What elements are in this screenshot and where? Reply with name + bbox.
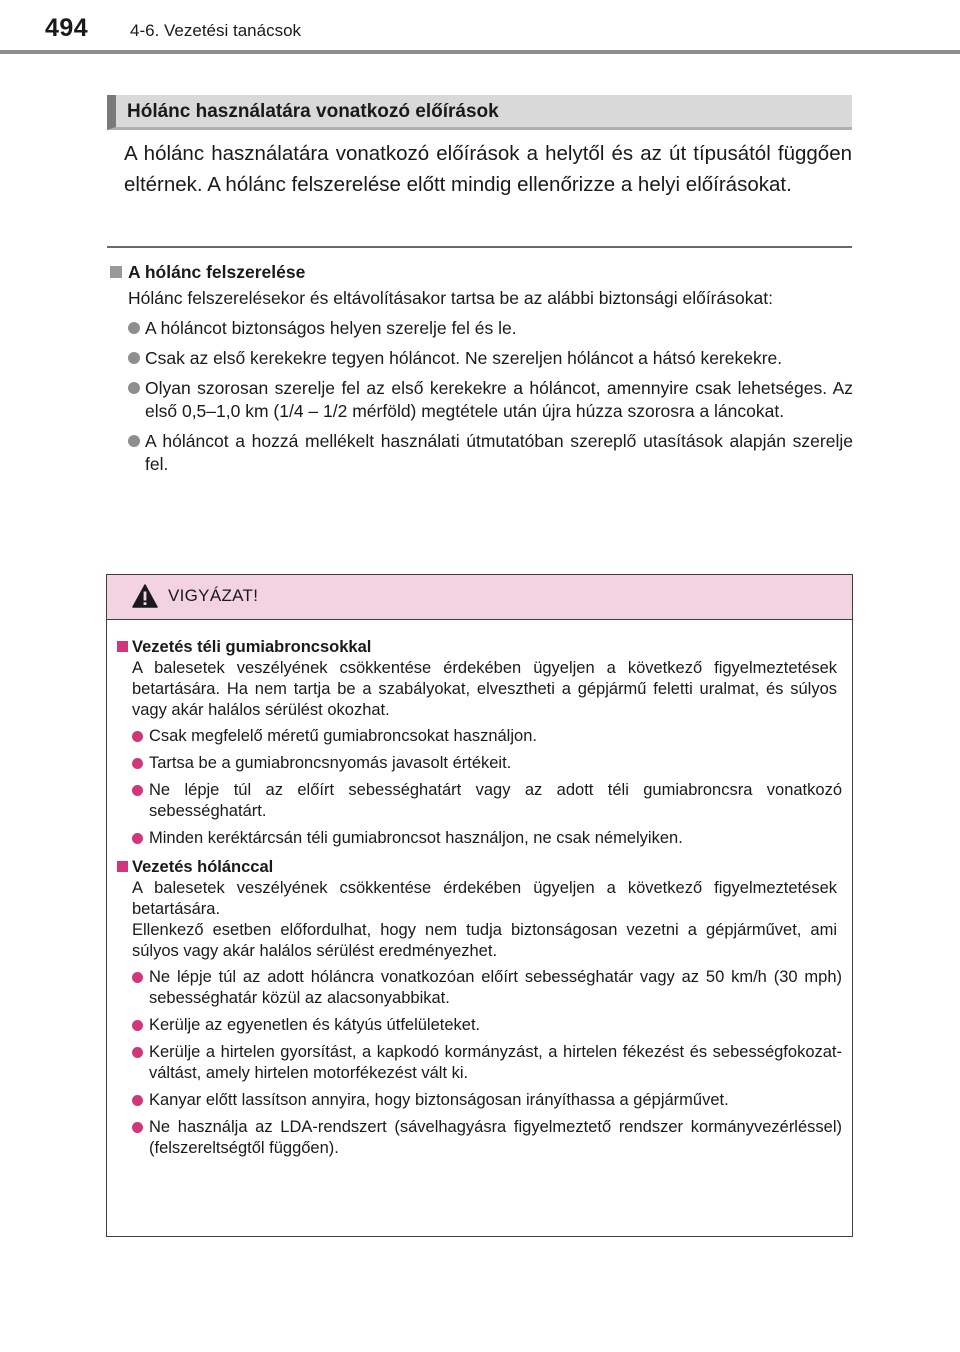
install-heading <box>110 261 855 283</box>
install-heading-text: A hólánc felszerelése <box>128 262 306 282</box>
section-divider <box>107 246 852 248</box>
list-item <box>132 967 842 1009</box>
list-item <box>128 430 853 476</box>
list-item-text: Csak az első kerekekre tegyen hóláncot. Ne szereljen hóláncot a hátsó kerekekre. <box>145 348 783 368</box>
list-item-text: Ne lépje túl az előírt sebességhatárt vagy az adott téli gumiabroncsra vonatkozó sebességhatárt. <box>149 781 842 820</box>
round-bullet-icon <box>132 1020 143 1031</box>
square-bullet-icon <box>110 266 122 278</box>
warning-triangle-icon <box>132 584 158 608</box>
header-rule <box>0 50 960 54</box>
install-bullet-list <box>128 317 853 476</box>
list-item-text: Ne használja az LDA-rendszert (sávelhagyásra figyelmeztető rendszer kormányvezérléssel) (felszereltségtől függően). <box>149 1118 842 1157</box>
list-item-text: Tartsa be a gumiabroncsnyomás javasolt értékeit. <box>149 754 512 772</box>
round-bullet-icon <box>132 1122 143 1133</box>
install-paragraph: Hólánc felszerelésekor és eltávolításakor tartsa be az alábbi biztonsági előírásokat: <box>128 288 773 308</box>
winter-tires-heading-text: Vezetés téli gumiabroncsokkal <box>132 638 372 656</box>
list-item <box>128 317 853 340</box>
winter-tires-paragraph: A balesetek veszélyének csökkentése érdekében ügyeljen a következő figyelmeztetések betartására. Ha nem tartja be a szabályokat, elvesztheti a gépjármű feletti uralmat, és súlyos vagy akár halálos sérülést okozhat. <box>132 659 837 719</box>
snow-chains-heading <box>117 857 840 878</box>
round-bullet-icon <box>132 1047 143 1058</box>
list-item-text: Kerülje a hirtelen gyorsítást, a kapkodó kormányzást, a hirtelen fékezést és sebességfokozat-váltást, amely hirtelen motorfékezést vált ki. <box>149 1043 842 1082</box>
list-item-text: Minden keréktárcsán téli gumiabroncsot használjon, ne csak némelyiken. <box>149 829 683 847</box>
list-item-text: A hóláncot a hozzá mellékelt használati útmutatóban szereplő utasítások alapján szerelje fel. <box>145 431 853 474</box>
warning-title: VIGYÁZAT! <box>168 586 259 605</box>
list-item-text: A hóláncot biztonságos helyen szerelje fel és le. <box>145 318 517 338</box>
round-bullet-icon <box>132 833 143 844</box>
list-item <box>128 347 853 370</box>
list-item <box>132 1090 842 1111</box>
round-bullet-icon <box>132 972 143 983</box>
list-item <box>132 1117 842 1159</box>
list-item <box>132 753 842 774</box>
square-bullet-icon <box>117 861 128 872</box>
round-bullet-icon <box>132 731 143 742</box>
round-bullet-icon <box>128 435 140 447</box>
winter-tires-bullet-list <box>132 726 842 849</box>
round-bullet-icon <box>132 1095 143 1106</box>
page-number: 494 <box>45 14 89 42</box>
list-item-text: Kanyar előtt lassítson annyira, hogy biztonságosan irányíthassa a gépjárművet. <box>149 1091 729 1109</box>
list-item <box>132 1015 842 1036</box>
snow-chains-paragraph-2: Ellenkező esetben előfordulhat, hogy nem tudja biztonságosan vezetni a gépjárművet, ami súlyos vagy akár halálos sérülést eredményezhet. <box>132 921 837 960</box>
list-item <box>132 780 842 822</box>
round-bullet-icon <box>132 785 143 796</box>
list-item-text: Kerülje az egyenetlen és kátyús útfelületeket. <box>149 1016 481 1034</box>
snow-chains-paragraph-1: A balesetek veszélyének csökkentése érdekében ügyeljen a következő figyelmeztetések betartására. <box>132 879 837 918</box>
warning-body <box>107 620 852 1159</box>
round-bullet-icon <box>128 352 140 364</box>
snow-chains-bullet-list <box>132 967 842 1159</box>
square-bullet-icon <box>117 641 128 652</box>
list-item <box>132 1042 842 1084</box>
list-item-text: Olyan szorosan szerelje fel az első kerekekre a hóláncot, amennyire csak lehetséges. Az első 0,5–1,0 km (1/4 – 1/2 mérföld) megtétele után újra húzza szorosra a láncokat. <box>145 378 853 421</box>
list-item <box>132 726 842 747</box>
section-heading: Hólánc használatára vonatkozó előírások <box>107 95 852 130</box>
intro-paragraph: A hólánc használatára vonatkozó előírások a helytől és az út típusától függően eltérnek. A hólánc felszerelése előtt mindig ellenőrizze a helyi előírásokat. <box>124 142 852 196</box>
install-subsection <box>110 261 855 483</box>
winter-tires-heading <box>117 637 840 658</box>
round-bullet-icon <box>128 322 140 334</box>
list-item <box>132 828 842 849</box>
list-item-text: Ne lépje túl az adott hóláncra vonatkozóan előírt sebességhatár vagy az 50 km/h (30 mph) sebességhatár közül az alacsonyabbikat. <box>149 968 842 1007</box>
round-bullet-icon <box>132 758 143 769</box>
list-item <box>128 377 853 423</box>
snow-chains-heading-text: Vezetés hólánccal <box>132 858 274 876</box>
list-item-text: Csak megfelelő méretű gumiabroncsokat használjon. <box>149 727 537 745</box>
warning-box <box>106 574 853 1237</box>
warning-header <box>107 575 852 620</box>
chapter-title: 4-6. Vezetési tanácsok <box>130 21 302 40</box>
round-bullet-icon <box>128 382 140 394</box>
